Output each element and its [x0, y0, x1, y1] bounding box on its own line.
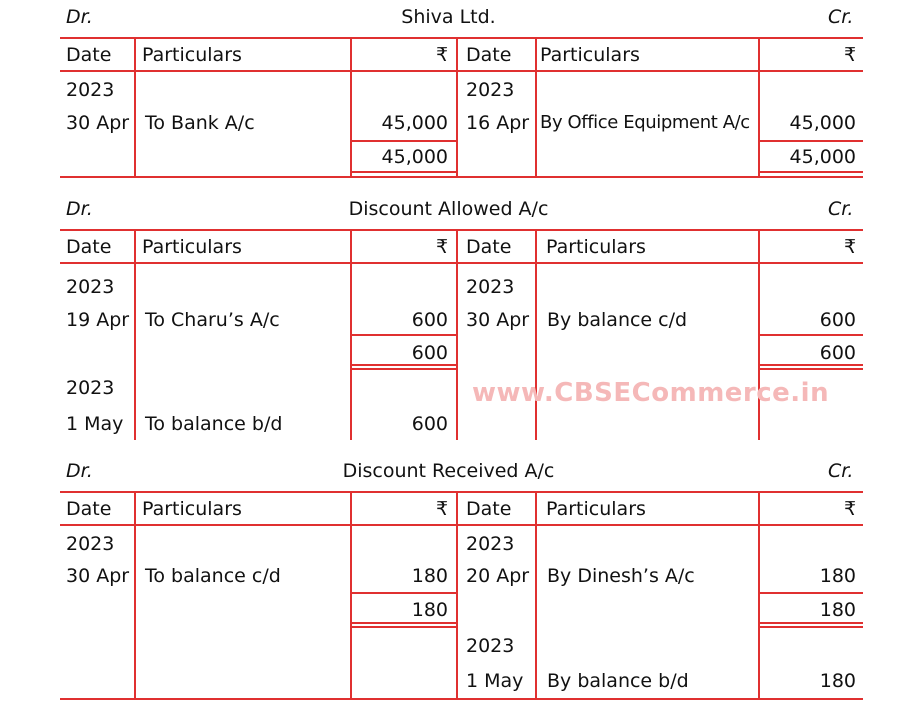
entry-amount: 180 — [819, 565, 856, 587]
entry-amount: 45,000 — [789, 112, 856, 134]
credit-total: 180 — [819, 599, 856, 621]
header-particulars: Particulars — [546, 498, 646, 520]
header-date: Date — [466, 498, 512, 520]
dr-label: Dr. — [66, 460, 93, 482]
entry-amount: 600 — [819, 309, 856, 331]
entry-amount: 600 — [411, 309, 448, 331]
col-divider — [535, 37, 537, 178]
col-divider — [456, 491, 458, 700]
cr-label: Cr. — [828, 6, 854, 28]
top-rule — [60, 229, 863, 231]
top-rule — [60, 491, 863, 493]
entry-date: 16 Apr — [466, 112, 530, 134]
entry-particulars: By balance b/d — [547, 670, 689, 692]
entry-particulars: To Bank A/c — [145, 112, 255, 134]
header-rule — [60, 524, 863, 526]
credit-total: 600 — [819, 342, 856, 364]
header-date: Date — [466, 236, 512, 258]
col-divider — [134, 229, 136, 440]
entry-year: 2023 — [466, 79, 515, 101]
total-rule — [759, 140, 863, 142]
header-amount: ₹ — [844, 498, 857, 520]
entry-year: 2023 — [66, 276, 115, 298]
ledger-header — [0, 454, 897, 488]
entry-particulars: To Charu’s A/c — [145, 309, 280, 331]
entry-amount: 180 — [411, 565, 448, 587]
total-rule — [759, 334, 863, 336]
cr-label: Cr. — [828, 198, 854, 220]
header-date: Date — [466, 44, 512, 66]
entry-particulars: To balance b/d — [145, 413, 283, 435]
ledger-header — [0, 0, 897, 34]
entry-date: 30 Apr — [466, 309, 530, 331]
header-amount: ₹ — [436, 498, 449, 520]
header-date: Date — [66, 236, 112, 258]
entry-particulars: By balance c/d — [547, 309, 688, 331]
ledger-table — [60, 491, 863, 701]
col-divider — [535, 229, 537, 440]
debit-total: 600 — [411, 342, 448, 364]
header-rule — [60, 70, 863, 72]
total-double-rule — [759, 171, 863, 173]
entry-amount: 180 — [819, 670, 856, 692]
col-divider — [456, 229, 458, 440]
ledger-title: Shiva Ltd. — [401, 6, 496, 28]
total-double-rule — [351, 626, 456, 628]
entry-date: 1 May — [66, 413, 124, 435]
header-date: Date — [66, 44, 112, 66]
ledger-header — [0, 192, 897, 226]
entry-year: 2023 — [66, 533, 115, 555]
cr-label: Cr. — [828, 460, 854, 482]
total-rule — [759, 592, 863, 594]
header-particulars: Particulars — [546, 236, 646, 258]
total-rule — [351, 592, 456, 594]
entry-year: 2023 — [466, 533, 515, 555]
total-double-rule — [351, 368, 456, 370]
total-double-rule — [351, 171, 456, 173]
dr-label: Dr. — [66, 6, 93, 28]
header-rule — [60, 262, 863, 264]
header-particulars: Particulars — [142, 498, 242, 520]
entry-date: 19 Apr — [66, 309, 130, 331]
total-double-rule — [759, 364, 863, 366]
credit-total: 45,000 — [789, 146, 856, 168]
entry-amount: 45,000 — [381, 112, 448, 134]
col-divider — [535, 491, 537, 700]
total-double-rule — [351, 364, 456, 366]
total-rule — [351, 140, 456, 142]
entry-date: 20 Apr — [466, 565, 530, 587]
col-divider — [758, 491, 760, 700]
bottom-rule — [60, 698, 863, 700]
entry-particulars: To balance c/d — [145, 565, 281, 587]
ledger-title: Discount Allowed A/c — [348, 198, 549, 220]
dr-label: Dr. — [66, 198, 93, 220]
entry-year: 2023 — [466, 635, 515, 657]
total-double-rule — [759, 622, 863, 624]
total-double-rule — [759, 368, 863, 370]
entry-date: 30 Apr — [66, 565, 130, 587]
header-particulars: Particulars — [142, 44, 242, 66]
entry-year: 2023 — [66, 79, 115, 101]
header-amount: ₹ — [844, 44, 857, 66]
entry-year: 2023 — [466, 276, 515, 298]
total-rule — [351, 334, 456, 336]
col-divider — [350, 491, 352, 700]
watermark-text: www.CBSECommerce.in — [472, 378, 830, 408]
bottom-rule — [60, 176, 863, 178]
debit-total: 45,000 — [381, 146, 448, 168]
col-divider — [134, 37, 136, 178]
entry-date: 30 Apr — [66, 112, 130, 134]
header-amount: ₹ — [436, 44, 449, 66]
ledger-table — [60, 229, 863, 441]
col-divider — [456, 37, 458, 178]
entry-particulars: By Dinesh’s A/c — [547, 565, 695, 587]
header-amount: ₹ — [436, 236, 449, 258]
entry-date: 1 May — [466, 670, 524, 692]
debit-total: 180 — [411, 599, 448, 621]
header-date: Date — [66, 498, 112, 520]
ledger-title: Discount Received A/c — [342, 460, 555, 482]
header-amount: ₹ — [844, 236, 857, 258]
total-double-rule — [759, 626, 863, 628]
entry-particulars: By Office Equipment A/c — [540, 112, 750, 133]
header-particulars: Particulars — [540, 44, 640, 66]
entry-year: 2023 — [66, 377, 115, 399]
header-particulars: Particulars — [142, 236, 242, 258]
total-double-rule — [351, 622, 456, 624]
top-rule — [60, 37, 863, 39]
entry-amount: 600 — [411, 413, 448, 435]
ledger-table — [60, 37, 863, 179]
col-divider — [134, 491, 136, 700]
